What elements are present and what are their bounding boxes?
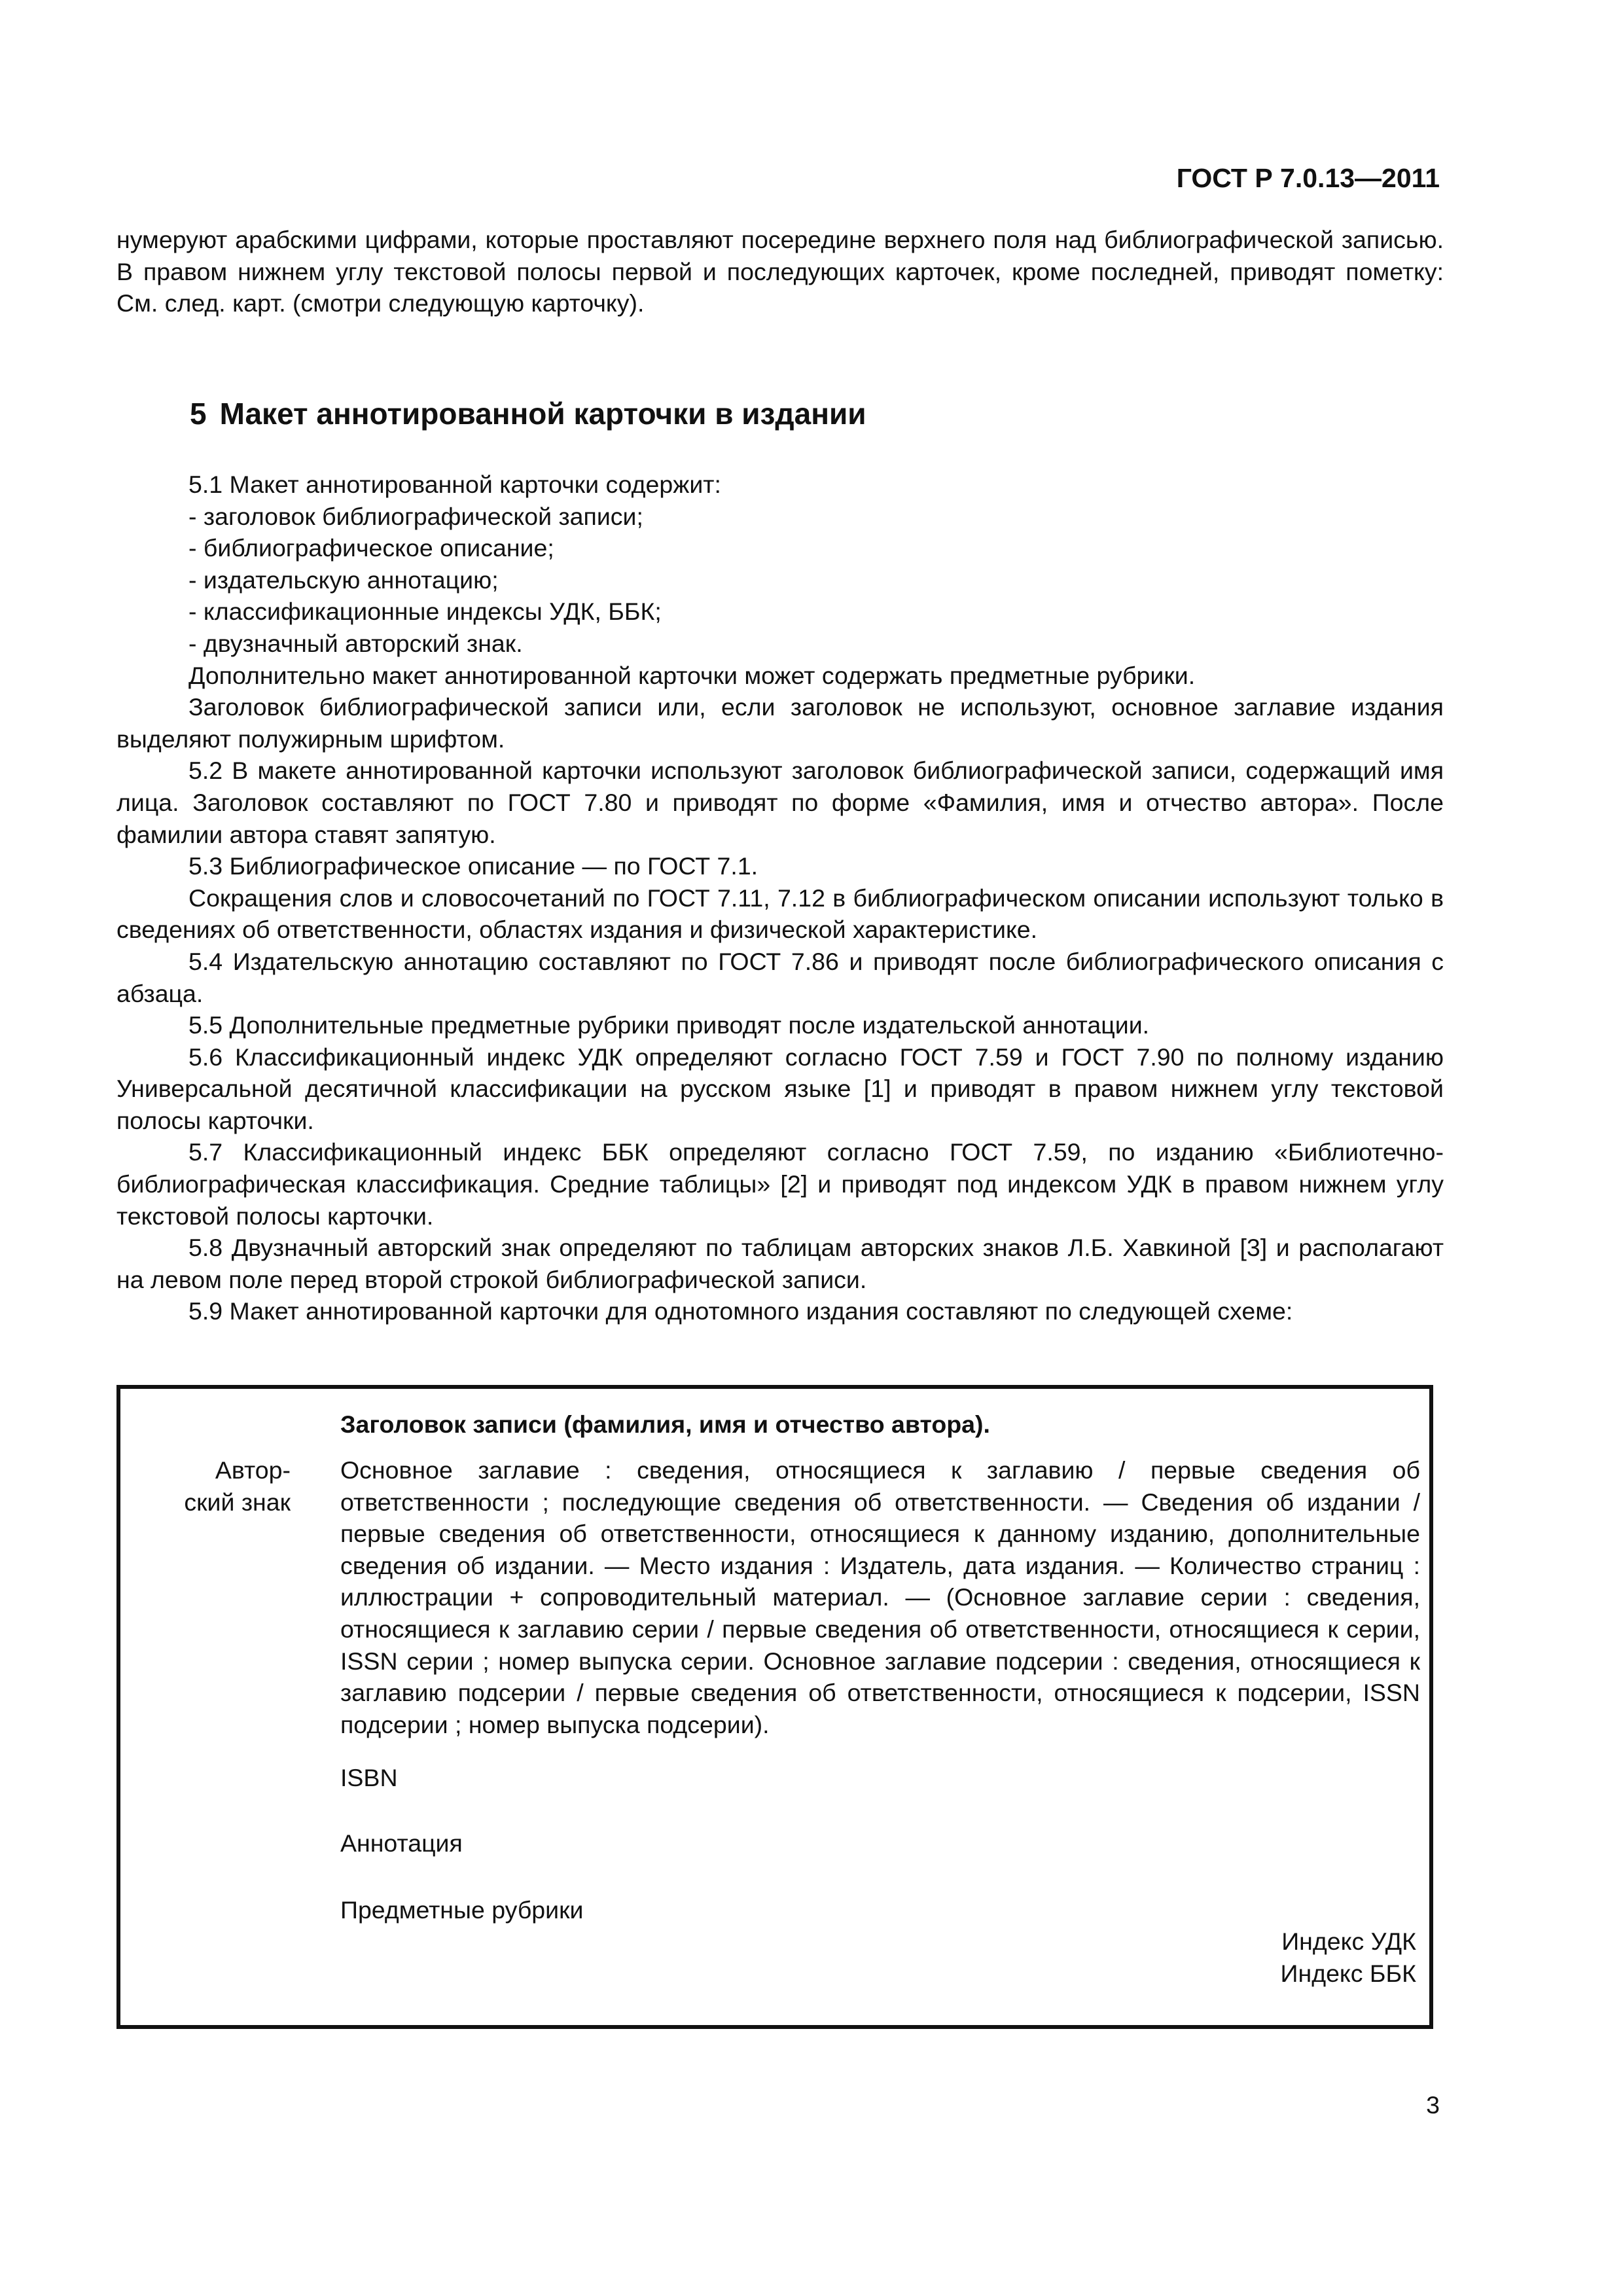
section-heading bbox=[190, 395, 866, 432]
section-body bbox=[116, 469, 1444, 1327]
author-sign bbox=[160, 1454, 291, 1518]
author-sign-line-2: ский знак bbox=[184, 1488, 291, 1516]
isbn-label: ISBN bbox=[340, 1764, 398, 1791]
paragraph-5-5: 5.5 Дополнительные предметные рубрики приводят после издательской аннотации. bbox=[188, 1011, 1150, 1039]
paragraph-5-1-extra: Дополнительно макет аннотированной карточки может содержать предметные рубрики. bbox=[188, 661, 1196, 689]
subjects-label: Предметные рубрики bbox=[340, 1896, 584, 1924]
list-item: - двузначный авторский знак. bbox=[188, 629, 523, 657]
paragraph-5-9: 5.9 Макет аннотированной карточки для однотомного издания составляют по следующей схеме: bbox=[188, 1297, 1293, 1325]
classification-indices bbox=[1281, 1926, 1416, 1989]
annotation-label: Аннотация bbox=[340, 1829, 463, 1857]
section-number: 5 bbox=[190, 397, 207, 431]
page-number: 3 bbox=[1426, 2091, 1440, 2119]
paragraph-5-4: 5.4 Издательскую аннотацию составляют по ГОСТ 7.86 и приводят после библиографического описания с абзаца. bbox=[116, 947, 1444, 1007]
list-item: - библиографическое описание; bbox=[188, 534, 554, 562]
paragraph-5-1-bold-rule: Заголовок библиографической записи или, если заголовок не используют, основное заглавие издания выделяют полужирным шрифтом. bbox=[116, 693, 1444, 753]
list-item: - заголовок библиографической записи; bbox=[188, 502, 643, 530]
author-sign-line-1: Автор- bbox=[215, 1456, 291, 1484]
paragraph-5-1: 5.1 Макет аннотированной карточки содержит: bbox=[188, 471, 721, 498]
paragraph-5-3: 5.3 Библиографическое описание — по ГОСТ 7.1. bbox=[188, 852, 758, 880]
section-title: Макет аннотированной карточки в издании bbox=[219, 397, 866, 431]
annotated-card-template bbox=[116, 1385, 1433, 2029]
bbk-index: Индекс ББК bbox=[1280, 1959, 1416, 1987]
intro-section bbox=[116, 224, 1444, 319]
paragraph-5-6: 5.6 Классификационный индекс УДК определяют согласно ГОСТ 7.59 и ГОСТ 7.90 по полному изданию Универсальной десятичной классификации на русском языке [1] и приводят в правом нижнем углу текстовой полосы карточки. bbox=[116, 1043, 1444, 1134]
paragraph-5-2: 5.2 В макете аннотированной карточки используют заголовок библиографической записи, содержащий имя лица. Заголовок составляют по ГОСТ 7.80 и приводят по форме «Фамилия, имя и отчество автора». После фамилии автора ставят запятую. bbox=[116, 757, 1444, 848]
list-item: - классификационные индексы УДК, ББК; bbox=[188, 598, 662, 626]
intro-paragraph: нумеруют арабскими цифрами, которые проставляют посередине верхнего поля над библиографической записью. В правом нижнем углу текстовой полосы первой и последующих карточек, кроме последней, приводят пометку: См. след. карт. (смотри следующую карточку). bbox=[116, 226, 1444, 317]
udc-index: Индекс УДК bbox=[1281, 1928, 1416, 1955]
paragraph-5-8: 5.8 Двузначный авторский знак определяют по таблицам авторских знаков Л.Б. Хавкиной [3] и располагают на левом поле перед второй строкой библиографической записи. bbox=[116, 1234, 1444, 1293]
list-item: - издательскую аннотацию; bbox=[188, 565, 499, 594]
card-heading: Заголовок записи (фамилия, имя и отчество автора). bbox=[340, 1410, 990, 1438]
paragraph-5-3-extra: Сокращения слов и словосочетаний по ГОСТ 7.11, 7.12 в библиографическом описании используют только в сведениях об ответственности, областях издания и физической характеристике. bbox=[116, 884, 1444, 944]
document-code: ГОСТ Р 7.0.13—2011 bbox=[1176, 163, 1440, 193]
paragraph-5-7: 5.7 Классификационный индекс ББК определяют согласно ГОСТ 7.59, по изданию «Библиотечно-библиографическая классификация. Средние таблицы» [2] и приводят под индексом УДК в правом нижнем углу текстовой полосы карточки. bbox=[116, 1138, 1444, 1230]
bibliographic-description: Основное заглавие : сведения, относящиеся к заглавию / первые сведения об ответственности ; последующие сведения об ответственности. — Сведения об издании / первые сведения об ответственности, относящиеся к данному изданию, дополнительные сведения об издании. — Место издания : Издатель, дата издания. — Количество страниц : иллюстрации + сопроводительный материал. — (Основное заглавие серии : сведения, относящиеся к заглавию серии / первые сведения об ответственности, относящиеся к серии, ISSN серии ; номер выпуска серии. Основное заглавие подсерии : сведения, относящиеся к заглавию подсерии / первые сведения об ответственности, относящиеся к подсерии, ISSN подсерии ; номер выпуска подсерии). bbox=[340, 1456, 1420, 1738]
